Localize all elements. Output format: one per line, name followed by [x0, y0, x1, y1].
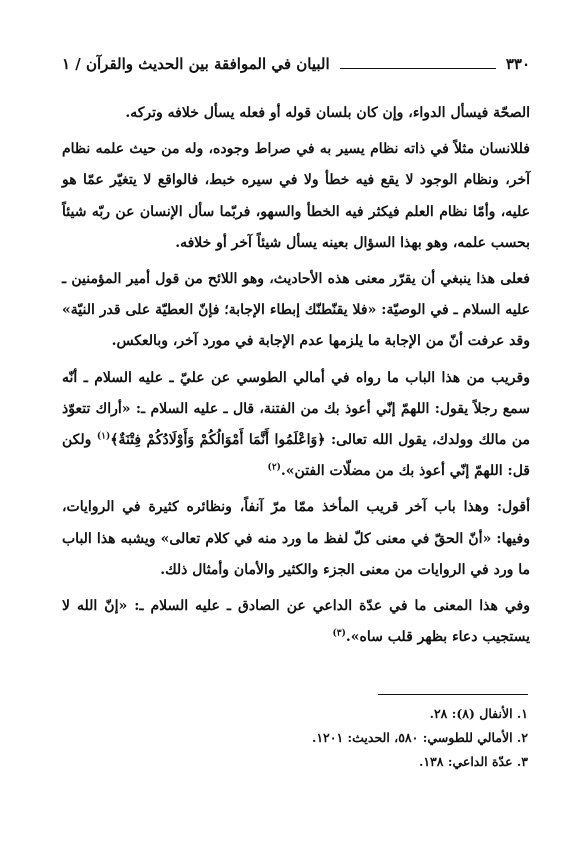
- footnote-ref-1: (١): [96, 431, 111, 442]
- footnote-ref-2: (٢): [267, 462, 281, 473]
- footnote-separator: [378, 694, 528, 695]
- paragraph-6-text: وفي هذا المعنى ما في عدّة الداعي عن الصادق ـ عليه السلام ـ: «إنّ الله لا يستجيب دعاء بظهر قلب ساه».: [62, 598, 530, 646]
- running-title: البيان في الموافقة بين الحديث والقرآن / ١: [62, 55, 330, 73]
- page-header: [62, 54, 530, 74]
- page-body: [62, 98, 530, 653]
- header-rule: [340, 68, 496, 69]
- paragraph-5: أقول: وهذا باب آخر قريب المأخذ ممّا مرّ آنفاً، ونظائره كثيرة في الروايات، وفيها: «أنّ الحقّ في معنى كلّ لفظ ما ورد منه في كلام تعالى» ويشبه هذا الباب ما ورد في الروايات من معنى الجزء والكثير والأمان وأمثال ذلك.: [62, 499, 530, 578]
- paragraph-4: [62, 363, 530, 488]
- footnote-ref-3: (٣): [332, 628, 346, 639]
- footnote-3: ٣. عدّة الداعي: ١٣٨.: [418, 754, 528, 769]
- footnote-2: ٢. الأمالي للطوسي: ٥٨٠، الحديث: ١٢٠١.: [311, 730, 528, 745]
- paragraph-4-text: وقريب من هذا الباب ما رواه في أمالي الطوسي عن عليّ ـ عليه السلام ـ أنّه سمع رجلاً يقول: اللهمّ إنّي أعوذ بك من الفتنة، قال ـ عليه السلام ـ: «أراك تتعوّذ من مالك وولدك، يقول الله تعالى: ﴿وَاعْلَمُوا أَنَّمَا أَمْوَالُكُمْ وَأَوْلَادُكُمْ فِتْنَةٌ﴾: [62, 369, 531, 449]
- page-number: ٣٣٠: [505, 55, 530, 73]
- footnote-1: ١. الأنفال (٨): ٢٨.: [429, 706, 528, 721]
- paragraph-3: فعلى هذا ينبغي أن يقرّر معنى هذه الأحاديث، وهو اللائح من قول أمير المؤمنين ـ عليه السلام ـ في الوصيّة: «فلا يقنّطنّك إبطاء الإجابة؛ فإنّ العطيّة على قدر النيّة» وقد عرفت أنّ من الإجابة ما يلزمها عدم الإجابة في مورد آخر، وبالعكس.: [62, 271, 530, 350]
- paragraph-6: [62, 591, 530, 653]
- paragraph-1: الصحّة فيسأل الدواء، وإن كان بلسان قوله أو فعله يسأل خلافه وتركه.: [125, 105, 530, 121]
- paragraph-4-continuation: ولكن قل: اللهمّ إنّي أعوذ بك من مضلّات الفتن».: [62, 432, 530, 480]
- paragraph-2: فللانسان مثلاً في ذاته نظام يسير به في صراط وجوده، وله من حيث علمه نظام آخر، ونظام الوجود لا يقع فيه خطأ ولا في سيره خبط، فالواقع لا يتغيّر عمّا هو عليه، وأمّا نظام العلم فيكثر فيه الخطأ والسهو، فربّما سأل الإنسان عن ربّه شيئاً بحسب علمه، وهو بهذا السؤال بعينه يسأل شيئاً آخر أو خلافه.: [62, 141, 530, 251]
- footnotes: [58, 702, 528, 774]
